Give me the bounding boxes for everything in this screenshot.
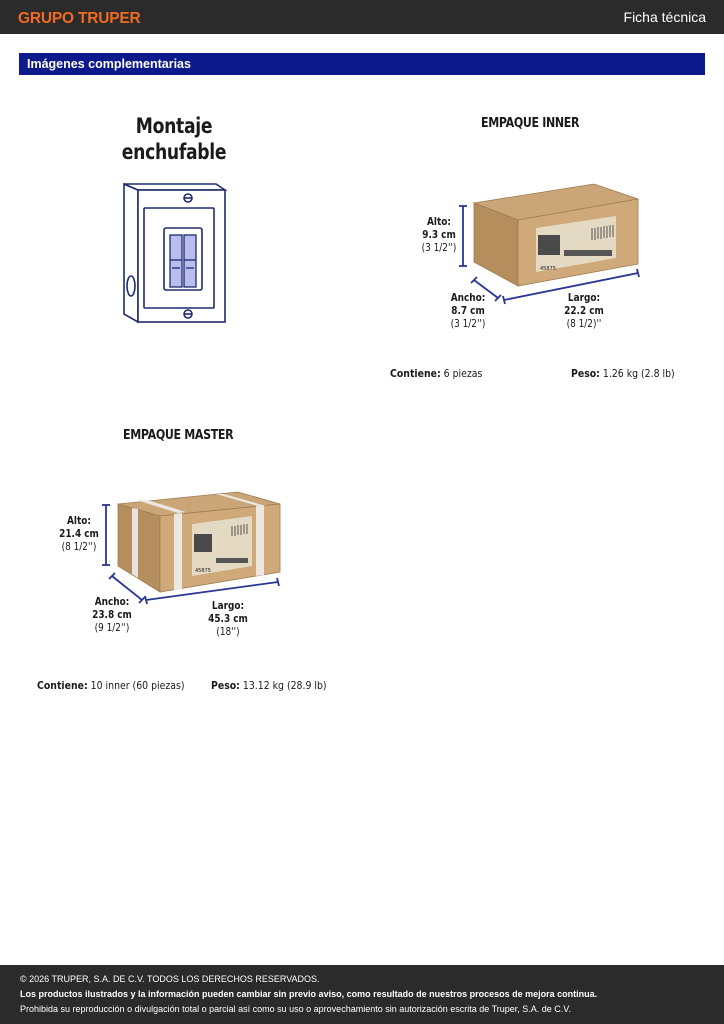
inner-weight-label: Peso: bbox=[571, 367, 600, 380]
inner-width-label: Ancho: bbox=[450, 292, 486, 304]
master-length-label: Largo: bbox=[211, 600, 245, 612]
section-title: Imágenes complementarias bbox=[27, 57, 191, 71]
inner-height-imperial: (3 1/2'') bbox=[421, 242, 457, 254]
master-height-value: 21.4 cm bbox=[59, 528, 99, 540]
inner-weight bbox=[571, 367, 675, 380]
master-height-dimension bbox=[56, 515, 102, 554]
master-weight bbox=[211, 679, 327, 692]
master-width-value: 23.8 cm bbox=[92, 609, 132, 621]
master-length-value: 45.3 cm bbox=[208, 613, 248, 625]
inner-contents-value: 6 piezas bbox=[443, 367, 483, 380]
header-bar bbox=[0, 0, 724, 34]
inner-length-imperial: (8 1/2)'' bbox=[566, 318, 602, 330]
inner-height-label: Alto: bbox=[427, 216, 451, 228]
master-width-label: Ancho: bbox=[94, 596, 130, 608]
inner-weight-value: 1.26 kg (2.8 lb) bbox=[602, 367, 675, 380]
inner-box-illustration bbox=[452, 180, 648, 306]
inner-contents bbox=[390, 367, 482, 380]
inner-contents-label: Contiene: bbox=[390, 367, 441, 380]
master-length-dimension bbox=[204, 600, 252, 639]
inner-height-value: 9.3 cm bbox=[422, 229, 456, 241]
inner-width-value: 8.7 cm bbox=[451, 305, 485, 317]
master-contents bbox=[37, 679, 185, 692]
section-header bbox=[19, 53, 705, 75]
master-width-imperial: (9 1/2'') bbox=[94, 622, 130, 634]
inner-height-dimension bbox=[418, 216, 461, 255]
master-box-label-code: 45875 bbox=[195, 568, 211, 574]
inner-box-label-code: 45875 bbox=[540, 266, 556, 272]
master-contents-label: Contiene: bbox=[37, 679, 88, 692]
mount-title-line1: Montaje bbox=[135, 114, 213, 138]
inner-package-title: EMPAQUE INNER bbox=[481, 116, 580, 131]
mount-title bbox=[117, 113, 232, 165]
master-width-dimension bbox=[88, 596, 136, 635]
inner-length-label: Largo: bbox=[567, 292, 601, 304]
master-length-imperial: (18'') bbox=[216, 626, 240, 638]
master-contents-value: 10 inner (60 piezas) bbox=[90, 679, 185, 692]
inner-width-dimension bbox=[447, 292, 490, 331]
load-center-icon bbox=[118, 178, 230, 328]
master-box-label bbox=[192, 516, 252, 576]
footer-prohibition: Prohibida su reproducción o divulgación total o parcial así como su uso o aprovechamiento sin autorización escrita de Truper, S.A. de C.V. bbox=[20, 1004, 571, 1014]
master-weight-value: 13.12 kg (28.9 lb) bbox=[242, 679, 327, 692]
master-package-title: EMPAQUE MASTER bbox=[123, 428, 234, 443]
document-type: Ficha técnica bbox=[623, 9, 706, 25]
master-weight-label: Peso: bbox=[211, 679, 240, 692]
footer-copyright: © 2026 TRUPER, S.A. DE C.V. TODOS LOS DERECHOS RESERVADOS. bbox=[20, 974, 320, 984]
footer bbox=[0, 965, 724, 1024]
inner-width-imperial: (3 1/2'') bbox=[450, 318, 486, 330]
mount-title-line2: enchufable bbox=[121, 140, 227, 164]
inner-length-value: 22.2 cm bbox=[564, 305, 604, 317]
master-height-imperial: (8 1/2'') bbox=[61, 541, 97, 553]
brand-logo: GRUPO TRUPER bbox=[18, 10, 141, 27]
inner-length-dimension bbox=[559, 292, 610, 331]
master-height-label: Alto: bbox=[67, 515, 91, 527]
footer-notice: Los productos ilustrados y la información pueden cambiar sin previo aviso, como resultado de nuestros procesos de mejora continua. bbox=[20, 989, 598, 999]
